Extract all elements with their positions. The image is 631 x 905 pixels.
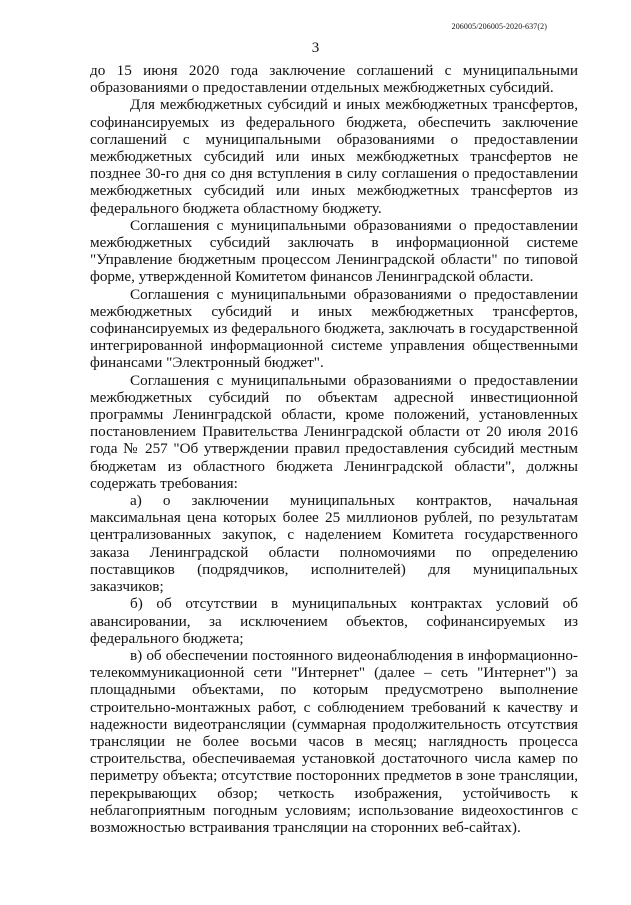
paragraph-electronic-budget: Соглашения с муниципальными образованиями о предоставлении межбюджетных субсидий и иных межбюджетных трансфертов, софинансируемых из федерального бюджета, заключать в государственной интегрированной информационной системе управления общественными финансами "Электронный бюджет". — [90, 285, 578, 372]
document-code: 206005/206005-2020-637(2) — [451, 22, 547, 31]
document-body — [90, 62, 578, 836]
paragraph-federal-cofinancing: Для межбюджетных субсидий и иных межбюджетных трансфертов, софинансируемых из федерального бюджета, обеспечить заключение соглашений с муниципальными образованиями о предоставлении межбюджетных субсидий или иных межбюджетных трансфертов не позднее 30-го дня со дня вступления в силу соглашения о предоставлении межбюджетных субсидий или иных межбюджетных трансфертов из федерального бюджета областному бюджету. — [90, 96, 578, 217]
paragraph-item-a: а) о заключении муниципальных контрактов, начальная максимальная цена которых более 25 миллионов рублей, по результатам централизованных закупок, с наделением Комитета государственного заказа Ленинградской области полномочиями по определению поставщиков (подрядчиков, исполнителей) для муниципальных заказчиков; — [90, 492, 578, 596]
paragraph-deadline-agreements: до 15 июня 2020 года заключение соглашений с муниципальными образованиями о предоставлении отдельных межбюджетных субсидий. — [90, 62, 578, 97]
paragraph-investment-program: Соглашения с муниципальными образованиями о предоставлении межбюджетных субсидий по объектам адресной инвестиционной программы Ленинградской области, кроме положений, установленных постановлением Правительства Ленинградской области от 20 июля 2016 года № 257 "Об утверждении правил предоставления субсидий местным бюджетам из областного бюджета Ленинградской области", должны содержать требования: — [90, 371, 578, 492]
paragraph-item-c: в) об обеспечении постоянного видеонаблюдения в информационно-телекоммуникационной сети "Интернет" (далее – сеть "Интернет") за площадными объектами, по которым предусмотрено выполнение строительно-монтажных работ, с соблюдением требований к качеству и надежности видеотрансляции (суммарная продолжительность отсутствия трансляции не более восьми часов в месяц; наглядность процесса строительства, обеспечиваемая установкой достаточного числа камер по периметру объекта; отсутствие посторонних предметов в зоне трансляции, перекрывающих обзор; четкость изображения, устойчивость к неблагоприятным погодным условиям; использование видеохостингов с возможностью встраивания трансляции на сторонних веб-сайтах). — [90, 646, 578, 836]
paragraph-item-b: б) об отсутствии в муниципальных контрактах условий об авансировании, за исключением объектов, софинансируемых из федерального бюджета; — [90, 595, 578, 647]
page-number: 3 — [311, 40, 320, 56]
paragraph-budget-system: Соглашения с муниципальными образованиями о предоставлении межбюджетных субсидий заключать в информационной системе "Управление бюджетным процессом Ленинградской области" по типовой форме, утвержденной Комитетом финансов Ленинградской области. — [90, 216, 578, 286]
